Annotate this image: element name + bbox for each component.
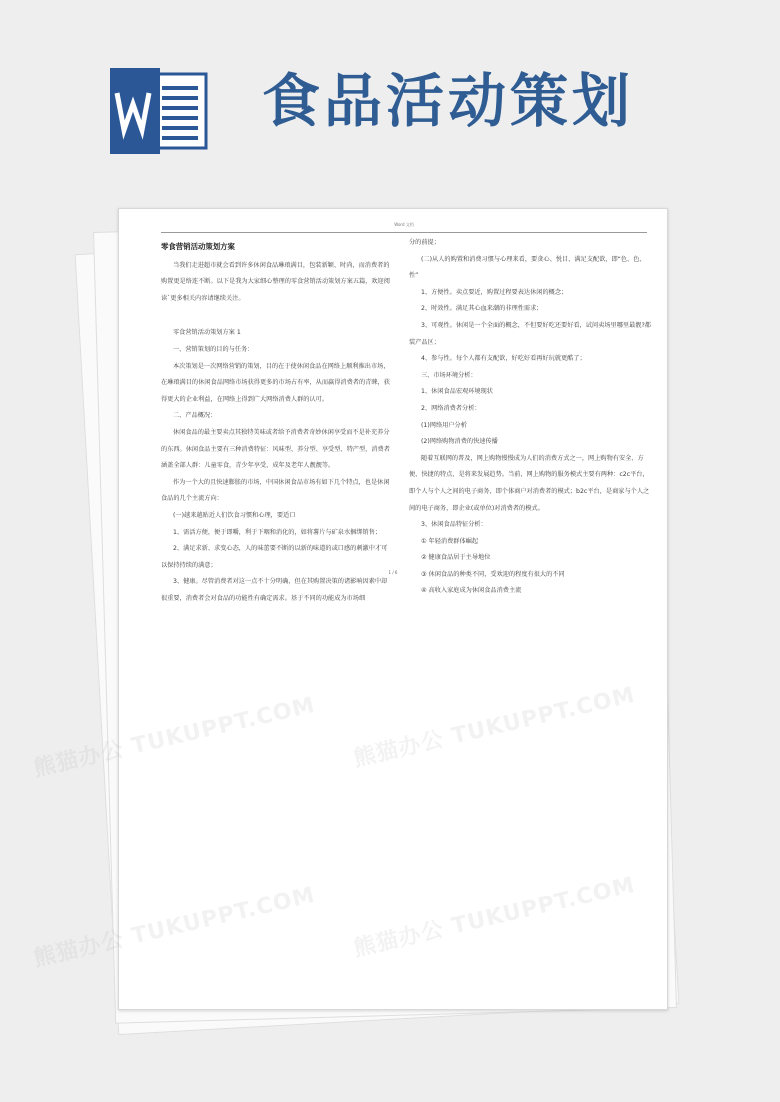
paragraph: 随着互联网的普及，网上购物慢慢成为人们的消费方式之一，网上购物有安全、方便、快捷的特点，是将来发展趋势。当前，网上购物的服务模式主要有两种：c2c平台，即个人与个人之间的电子商务，即个体商户对消费者的模式；b2c平台，是商家与个人之间的电子商务，即企业(或单位)对消费者的模式。 [409, 454, 650, 512]
paragraph: 2、网络消费者分析： [421, 404, 481, 412]
paragraph: 三、市场环境分析： [421, 371, 477, 379]
paragraph: (一)越来越贴近人们饮食习惯和心理，要适口 [173, 511, 296, 519]
paragraph: ② 健康食品居于主导地位 [421, 554, 491, 562]
paragraph: (2)网络购物消费的快速传播 [421, 438, 498, 446]
paragraph: 分的前提； [409, 239, 440, 246]
paragraph: (二)从人的购置和消费习惯与心理来看，要贪心、悦目、满足支配欲，即“色、色、性” [409, 255, 646, 280]
watermark: 熊猫办公 TUKUPPT.COM [351, 682, 638, 773]
paragraph: 本次策划是一次网络营销的策划，目的在于使休闲食品在网络上顺利推出市场，在琳琅满目的休闲食品网络市场获得更多的市场占有率，从而赢得消费者的青睐，获得更大的企业利益，在网络上得到广大网络消费人群的认可。 [161, 362, 390, 403]
paragraph: 零食营销活动策划方案 1 [173, 329, 241, 337]
paragraph: 2、时效性。满足其心血来潮的非理性需求； [421, 305, 543, 313]
paragraph: 当我们走进超市就会看到许多休闲食品琳琅满目，包装新颖、时尚，而消费者的购置更是络连不断。以下是我为大家细心整理的零食营销活动策划方案五篇，欢迎阅读`更多相关内容请继续关注。 [161, 261, 390, 302]
paragraph: 二、产品概况： [173, 412, 217, 420]
paragraph: ① 年轻消费群体崛起 [421, 537, 479, 545]
paragraph: 4、参与性。每个人都有支配欲，好吃好看再好玩就更酷了； [421, 355, 586, 363]
paragraph: ④ 高收入家庭成为休闲食品消费主流 [421, 587, 522, 595]
left-column [161, 239, 393, 607]
running-header: Word 文档 [161, 222, 647, 233]
document-title: 零食营销活动策划方案 [161, 242, 235, 251]
paragraph: 3、休闲食品特征分析： [421, 521, 487, 529]
paragraph: 1、方便性。卖点要近，购置过程要表达休闲的概念； [421, 288, 568, 296]
paragraph: 3、可观性。休闲是一个全面的概念，不但要好吃还要好看，试问卖场里哪里最靓?都装产品区； [409, 321, 651, 346]
paragraph: 3、健康。尽管消费者对这一点不十分明确，但在其购置决策的诸影响因素中却很重要，消费者会对食品的功能性有确定需求。基于不同的功能成为市场细 [161, 578, 388, 602]
paragraph: 一、营销策划的目的与任务： [173, 345, 254, 353]
watermark: 熊猫办公 TUKUPPT.COM [351, 872, 638, 963]
watermark: 熊猫办公 TUKUPPT.COM [31, 692, 318, 783]
watermark: 熊猫办公 TUKUPPT.COM [31, 882, 318, 973]
paragraph: 休闲食品的最主要卖点其独特美味或者给予消费者奇妙休闲享受而不是补充养分的东西。休闲食品主要有三种消费特征：风味型、养分型、享受型、特产型，消费者涵盖全部人群：儿童零食，青少年享受，成年及老年人靓靓等。 [161, 428, 390, 470]
paragraph: 2、满足求新、求变心态，人的味蕾要不断的以新的味道的或口感的刺激中才可以保持持续的满意； [161, 545, 388, 569]
paragraph: ③ 休闲食品的种类不同，受欢迎的程度有很大的不同 [421, 570, 565, 578]
word-icon [108, 68, 210, 154]
page-title: 食品活动策划 [262, 67, 635, 135]
paragraph: 作为一个大的且快速膨胀的市场，中国休闲食品市场有如下几个特点，也是休闲食品的几个主流方向： [161, 478, 390, 503]
right-column [409, 235, 653, 600]
paragraph: 1、需活方便，便于即嚼，利于下咽和消化的，如将薯片与矿泉水捆绑销售； [173, 528, 382, 536]
paragraph: 1、休闲食品宏观环境现状 [421, 388, 493, 396]
page-number: 1 / 6 [388, 570, 398, 575]
paragraph: (1)网络用户分析 [421, 421, 467, 429]
